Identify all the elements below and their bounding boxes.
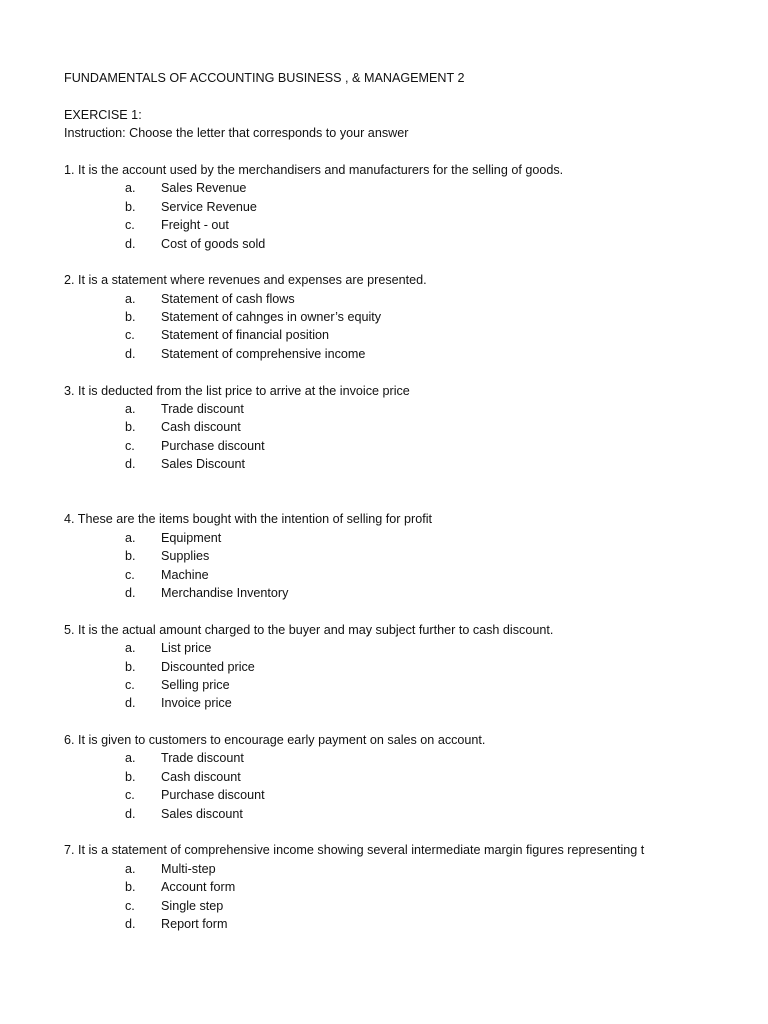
- question-1: [64, 161, 654, 253]
- spacer: [64, 363, 654, 381]
- option-letter: d.: [125, 806, 136, 821]
- option-letter: a.: [125, 181, 136, 196]
- option-text: Statement of cash flows: [161, 291, 295, 306]
- option-letter: c.: [125, 677, 135, 692]
- option-d: [64, 235, 654, 253]
- question-3: [64, 382, 654, 474]
- option-text: List price: [161, 641, 212, 656]
- option-text: Sales Discount: [161, 457, 245, 472]
- spacer: [64, 87, 654, 105]
- option-letter: c.: [125, 898, 135, 913]
- option-letter: b.: [125, 310, 136, 325]
- option-text: Discounted price: [161, 659, 255, 674]
- question-7: [64, 841, 654, 933]
- option-c: [64, 437, 654, 455]
- option-letter: a.: [125, 402, 136, 417]
- option-letter: a.: [125, 641, 136, 656]
- option-text: Cost of goods sold: [161, 236, 266, 251]
- option-letter: b.: [125, 420, 136, 435]
- question-4: [64, 510, 654, 602]
- option-b: [64, 878, 654, 896]
- option-b: [64, 308, 654, 326]
- option-b: [64, 198, 654, 216]
- option-c: [64, 676, 654, 694]
- option-c: [64, 326, 654, 344]
- option-text: Machine: [161, 567, 209, 582]
- option-text: Single step: [161, 898, 224, 913]
- question-2: [64, 271, 654, 363]
- option-text: Cash discount: [161, 769, 241, 784]
- option-text: Multi-step: [161, 861, 216, 876]
- option-text: Trade discount: [161, 402, 244, 417]
- option-letter: b.: [125, 199, 136, 214]
- option-text: Merchandise Inventory: [161, 585, 289, 600]
- option-c: [64, 216, 654, 234]
- option-b: [64, 768, 654, 786]
- document-title: FUNDAMENTALS OF ACCOUNTING BUSINESS , & MANAGEMENT 2: [64, 71, 465, 85]
- option-letter: a.: [125, 751, 136, 766]
- option-a: [64, 749, 654, 767]
- option-text: Service Revenue: [161, 199, 257, 214]
- option-letter: a.: [125, 861, 136, 876]
- question-6: [64, 731, 654, 823]
- option-text: Account form: [161, 880, 236, 895]
- question-text: 1. It is the account used by the merchandisers and manufacturers for the selling of goods.: [64, 162, 564, 177]
- instruction-text: Instruction: Choose the letter that corresponds to your answer: [64, 126, 409, 141]
- option-text: Equipment: [161, 530, 222, 545]
- question-5: [64, 621, 654, 713]
- option-a: [64, 860, 654, 878]
- option-a: [64, 179, 654, 197]
- option-text: Freight - out: [161, 218, 229, 233]
- option-text: Sales discount: [161, 806, 243, 821]
- option-text: Purchase discount: [161, 788, 265, 803]
- option-letter: c.: [125, 788, 135, 803]
- option-letter: d.: [125, 696, 136, 711]
- option-letter: d.: [125, 346, 136, 361]
- option-d: [64, 584, 654, 602]
- option-text: Selling price: [161, 677, 230, 692]
- option-text: Sales Revenue: [161, 181, 247, 196]
- option-letter: c.: [125, 218, 135, 233]
- spacer: [64, 713, 654, 731]
- option-letter: d.: [125, 457, 136, 472]
- option-letter: b.: [125, 880, 136, 895]
- option-text: Supplies: [161, 549, 210, 564]
- option-letter: b.: [125, 769, 136, 784]
- option-a: [64, 400, 654, 418]
- option-a: [64, 639, 654, 657]
- option-letter: c.: [125, 567, 135, 582]
- option-d: [64, 345, 654, 363]
- option-letter: d.: [125, 916, 136, 931]
- option-letter: c.: [125, 438, 135, 453]
- question-text: 6. It is given to customers to encourage early payment on sales on account.: [64, 733, 486, 748]
- option-text: Report form: [161, 916, 228, 931]
- option-letter: b.: [125, 659, 136, 674]
- option-letter: b.: [125, 549, 136, 564]
- option-text: Invoice price: [161, 696, 232, 711]
- option-text: Statement of financial position: [161, 328, 330, 343]
- option-c: [64, 566, 654, 584]
- option-d: [64, 694, 654, 712]
- option-letter: d.: [125, 585, 136, 600]
- option-c: [64, 786, 654, 804]
- option-text: Statement of cahnges in owner’s equity: [161, 310, 382, 325]
- spacer: [64, 474, 654, 511]
- question-text: 3. It is deducted from the list price to arrive at the invoice price: [64, 383, 410, 398]
- question-text: 4. These are the items bought with the intention of selling for profit: [64, 512, 432, 527]
- spacer: [64, 253, 654, 271]
- option-b: [64, 547, 654, 565]
- option-letter: a.: [125, 291, 136, 306]
- option-text: Purchase discount: [161, 438, 265, 453]
- question-text: 2. It is a statement where revenues and expenses are presented.: [64, 273, 427, 288]
- option-d: [64, 455, 654, 473]
- option-text: Cash discount: [161, 420, 241, 435]
- option-letter: a.: [125, 530, 136, 545]
- option-letter: d.: [125, 236, 136, 251]
- exercise-heading: EXERCISE 1:: [64, 107, 142, 122]
- option-text: Trade discount: [161, 751, 244, 766]
- option-d: [64, 805, 654, 823]
- option-c: [64, 897, 654, 915]
- option-b: [64, 658, 654, 676]
- spacer: [64, 823, 654, 841]
- spacer: [64, 602, 654, 620]
- option-letter: c.: [125, 328, 135, 343]
- option-text: Statement of comprehensive income: [161, 346, 366, 361]
- document-page: [64, 69, 654, 933]
- option-a: [64, 290, 654, 308]
- question-text: 7. It is a statement of comprehensive income showing several intermediate margin figures representing t: [64, 843, 645, 858]
- spacer: [64, 143, 654, 161]
- option-a: [64, 529, 654, 547]
- question-text: 5. It is the actual amount charged to the buyer and may subject further to cash discount.: [64, 622, 554, 637]
- option-b: [64, 418, 654, 436]
- option-d: [64, 915, 654, 933]
